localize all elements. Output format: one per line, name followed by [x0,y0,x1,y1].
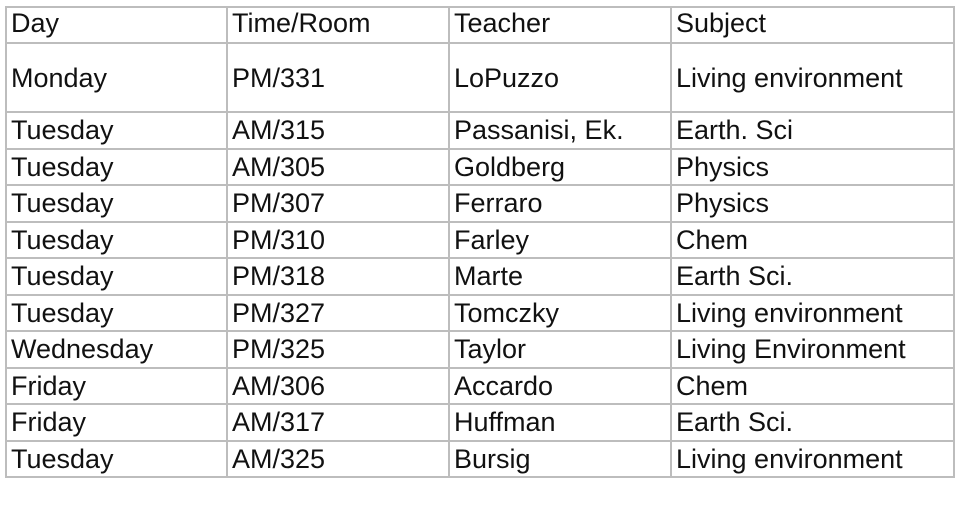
cell-subject: Living environment [671,441,954,478]
cell-subject: Physics [671,185,954,222]
cell-day: Friday [6,404,227,441]
cell-day: Tuesday [6,441,227,478]
header-subject: Subject [671,7,954,43]
cell-day: Tuesday [6,295,227,332]
cell-subject: Living environment [671,43,954,112]
cell-time-room: PM/318 [227,258,449,295]
cell-day: Wednesday [6,331,227,368]
table-row [6,222,954,259]
cell-time-room: PM/307 [227,185,449,222]
cell-teacher: Marte [449,258,671,295]
cell-teacher: Bursig [449,441,671,478]
cell-teacher: Goldberg [449,149,671,186]
schedule-table-container [5,6,955,478]
cell-subject: Chem [671,222,954,259]
cell-time-room: PM/310 [227,222,449,259]
cell-time-room: AM/317 [227,404,449,441]
cell-teacher: Huffman [449,404,671,441]
cell-time-room: PM/327 [227,295,449,332]
cell-time-room: PM/331 [227,43,449,112]
cell-teacher: Taylor [449,331,671,368]
cell-day: Tuesday [6,149,227,186]
table-header-row [6,7,954,43]
cell-subject: Chem [671,368,954,405]
table-row [6,258,954,295]
header-time-room: Time/Room [227,7,449,43]
cell-teacher: Passanisi, Ek. [449,112,671,149]
table-row [6,368,954,405]
cell-day: Tuesday [6,112,227,149]
cell-day: Monday [6,43,227,112]
table-row [6,43,954,112]
table-row [6,441,954,478]
cell-teacher: Farley [449,222,671,259]
cell-subject: Physics [671,149,954,186]
table-row [6,295,954,332]
cell-teacher: LoPuzzo [449,43,671,112]
cell-subject: Living Environment [671,331,954,368]
cell-teacher: Ferraro [449,185,671,222]
table-row [6,112,954,149]
schedule-table [5,6,955,478]
cell-subject: Earth. Sci [671,112,954,149]
cell-teacher: Accardo [449,368,671,405]
table-row [6,185,954,222]
cell-time-room: AM/305 [227,149,449,186]
cell-time-room: PM/325 [227,331,449,368]
cell-subject: Living environment [671,295,954,332]
cell-teacher: Tomczky [449,295,671,332]
table-row [6,331,954,368]
cell-day: Tuesday [6,222,227,259]
cell-day: Friday [6,368,227,405]
cell-day: Tuesday [6,185,227,222]
cell-time-room: AM/315 [227,112,449,149]
header-day: Day [6,7,227,43]
cell-time-room: AM/325 [227,441,449,478]
cell-subject: Earth Sci. [671,404,954,441]
cell-subject: Earth Sci. [671,258,954,295]
header-teacher: Teacher [449,7,671,43]
table-row [6,149,954,186]
cell-time-room: AM/306 [227,368,449,405]
table-row [6,404,954,441]
cell-day: Tuesday [6,258,227,295]
